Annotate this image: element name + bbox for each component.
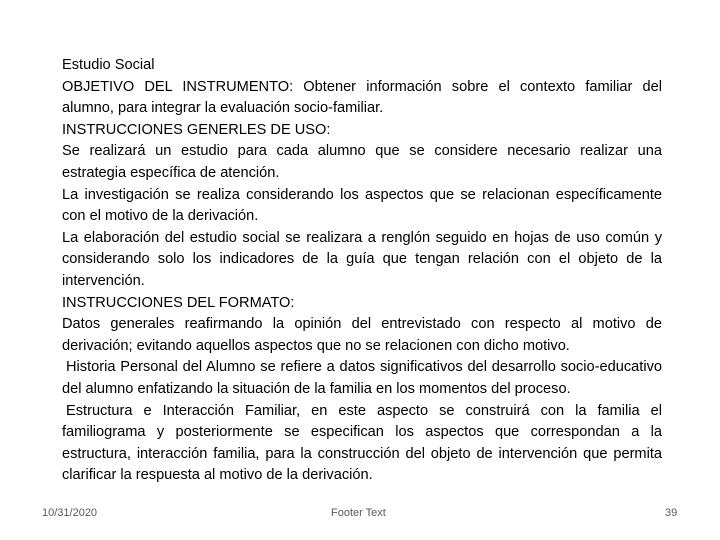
instruction-paragraph-elaboration: La elaboración del estudio social se realizara a renglón seguido en hojas de uso común y considerando solo los indicadores de la guía que tengan relación con el objeto de la intervención. (62, 229, 662, 289)
instruction-paragraph-study: Se realizará un estudio para cada alumno que se considere necesario realizar una estrategia específica de atención. (62, 143, 662, 181)
format-paragraph-family-structure: Estructura e Interacción Familiar, en este aspecto se construirá con la familia el familiograma y posteriormente se especifican los aspectos que correspondan a la estructura, interacción familia, para la construcción del objeto de intervención que permita clarificar la respuesta al motivo de la derivación. (62, 402, 662, 484)
slide-title: Estudio Social (62, 57, 155, 73)
objective-paragraph: OBJETIVO DEL INSTRUMENTO: Obtener información sobre el contexto familiar del alumno, para integrar la evaluación socio-familiar. (62, 78, 662, 117)
format-paragraph-general-data: Datos generales reafirmando la opinión del entrevistado con respecto al motivo de derivación; evitando aquellos aspectos que no se relacionen con dicho motivo. (62, 316, 662, 354)
instruction-paragraph-investigation: La investigación se realiza considerando los aspectos que se relacionan específicamente con el motivo de la derivación. (62, 186, 662, 225)
footer-text: Footer Text (331, 507, 386, 519)
format-instructions-heading: INSTRUCCIONES DEL FORMATO: (62, 294, 295, 311)
format-paragraph-personal-history: Historia Personal del Alumno se refiere a datos significativos del desarrollo socio-educativo del alumno enfatizando la situación de la familia en los momentos del proceso. (62, 359, 662, 397)
slide-body (62, 55, 662, 487)
page-number: 39 (665, 507, 678, 519)
footer-date: 10/31/2020 (42, 507, 98, 519)
general-instructions-heading: INSTRUCCIONES GENERLES DE USO: (62, 121, 331, 138)
